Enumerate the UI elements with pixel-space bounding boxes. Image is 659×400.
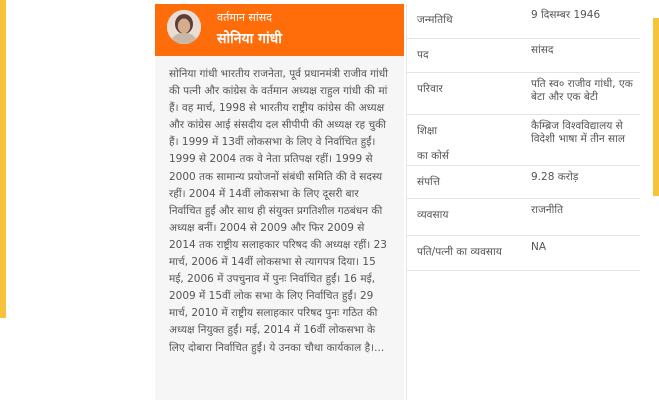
dob-label: जन्मतिथि <box>417 14 453 26</box>
position-label: पद <box>417 49 429 61</box>
left-accent-strip <box>0 0 6 318</box>
spouse-occupation-label: पति/पत्नी का व्यवसाय <box>417 246 502 258</box>
property-label: संपत्ति <box>417 176 441 188</box>
detail-row-dob <box>407 4 640 39</box>
education-label <box>417 124 517 163</box>
position-value: सांसद <box>531 44 554 56</box>
occupation-label: व्यवसाय <box>417 209 449 221</box>
profile-name: सोनिया गांधी <box>217 31 282 47</box>
profile-card <box>155 4 404 400</box>
detail-row-position <box>407 39 640 73</box>
education-label-line2: का कोर्स <box>417 150 450 162</box>
dob-value: 9 दिसम्बर 1946 <box>531 9 601 21</box>
detail-row-education <box>407 115 640 166</box>
profile-bio: सोनिया गांधी भारतीय राजनेता, पूर्व प्रधानमंत्री राजीव गांधी की पत्नी और कांग्रेस के वर्तमान अध्यक्ष राहुल गांधी की मां हैं। वह मार्च, 1998 से भारतीय राष्ट्रीय कांग्रेस की अध्यक्ष और कांग्रेस आई संसदीय दल सीपीपी की अध्यक्ष रह चुकी हैं। 1999 में 13वीं लोकसभा के लिए वे निर्वाचित हुईं। 1999 से 2004 तक वे नेता प्रतिपक्ष रहीं। 1999 से 2000 तक सामान्य प्रयोजनों संबंधी समिति की वे सदस्य रहीं। 2004 में 14वीं लोकसभा के लिए दूसरी बार निर्वाचित हुईं और साथ ही संयुक्त प्रगतिशील गठबंधन की अध्यक्ष बनीं। 2004 से 2009 और फिर 2009 से 2014 तक राष्ट्रीय सलाहकार परिषद की अध्यक्ष रहीं। 23 मार्च, 2006 में 14वीं लोकसभा से त्यागपत्र दिया। 15 मई, 2006 में उपचुनाव में पुनः निर्वाचित हुईं। 16 मई, 2009 में 15वीं लोक सभा के लिए निर्वाचित हुईं। 29 मार्च, 2010 में राष्ट्रीय सलाहकार परिषद पुनः गठित की अध्यक्ष नियुक्त हुईं। मई, 2014 में 16वीं लोकसभा के लिए दोबारा निर्वाचित हुईं। ये उनका चौथा कार्यकाल है।... <box>169 68 388 354</box>
details-table <box>406 4 640 400</box>
detail-row-occupation <box>407 199 640 236</box>
person-photo-icon <box>167 10 201 44</box>
education-value: कैम्ब्रिज विश्वविद्यालय से विदेशी भाषा में तीन साल <box>531 120 625 145</box>
profile-header <box>155 4 404 56</box>
spouse-occupation-value: NA <box>531 241 547 253</box>
detail-row-spouse-occupation <box>407 236 640 271</box>
right-accent-strip <box>653 18 659 196</box>
occupation-value: राजनीति <box>531 204 564 216</box>
family-label: परिवार <box>417 83 443 95</box>
detail-row-family <box>407 73 640 115</box>
family-value: पति स्व० राजीव गांधी, एक बेटा और एक बेटी <box>531 78 633 103</box>
education-label-line1: शिक्षा <box>417 125 438 137</box>
detail-row-property <box>407 166 640 199</box>
profile-role: वर्तमान सांसद <box>217 11 272 24</box>
property-value: 9.28 करोड़ <box>531 171 579 183</box>
avatar <box>167 10 201 44</box>
